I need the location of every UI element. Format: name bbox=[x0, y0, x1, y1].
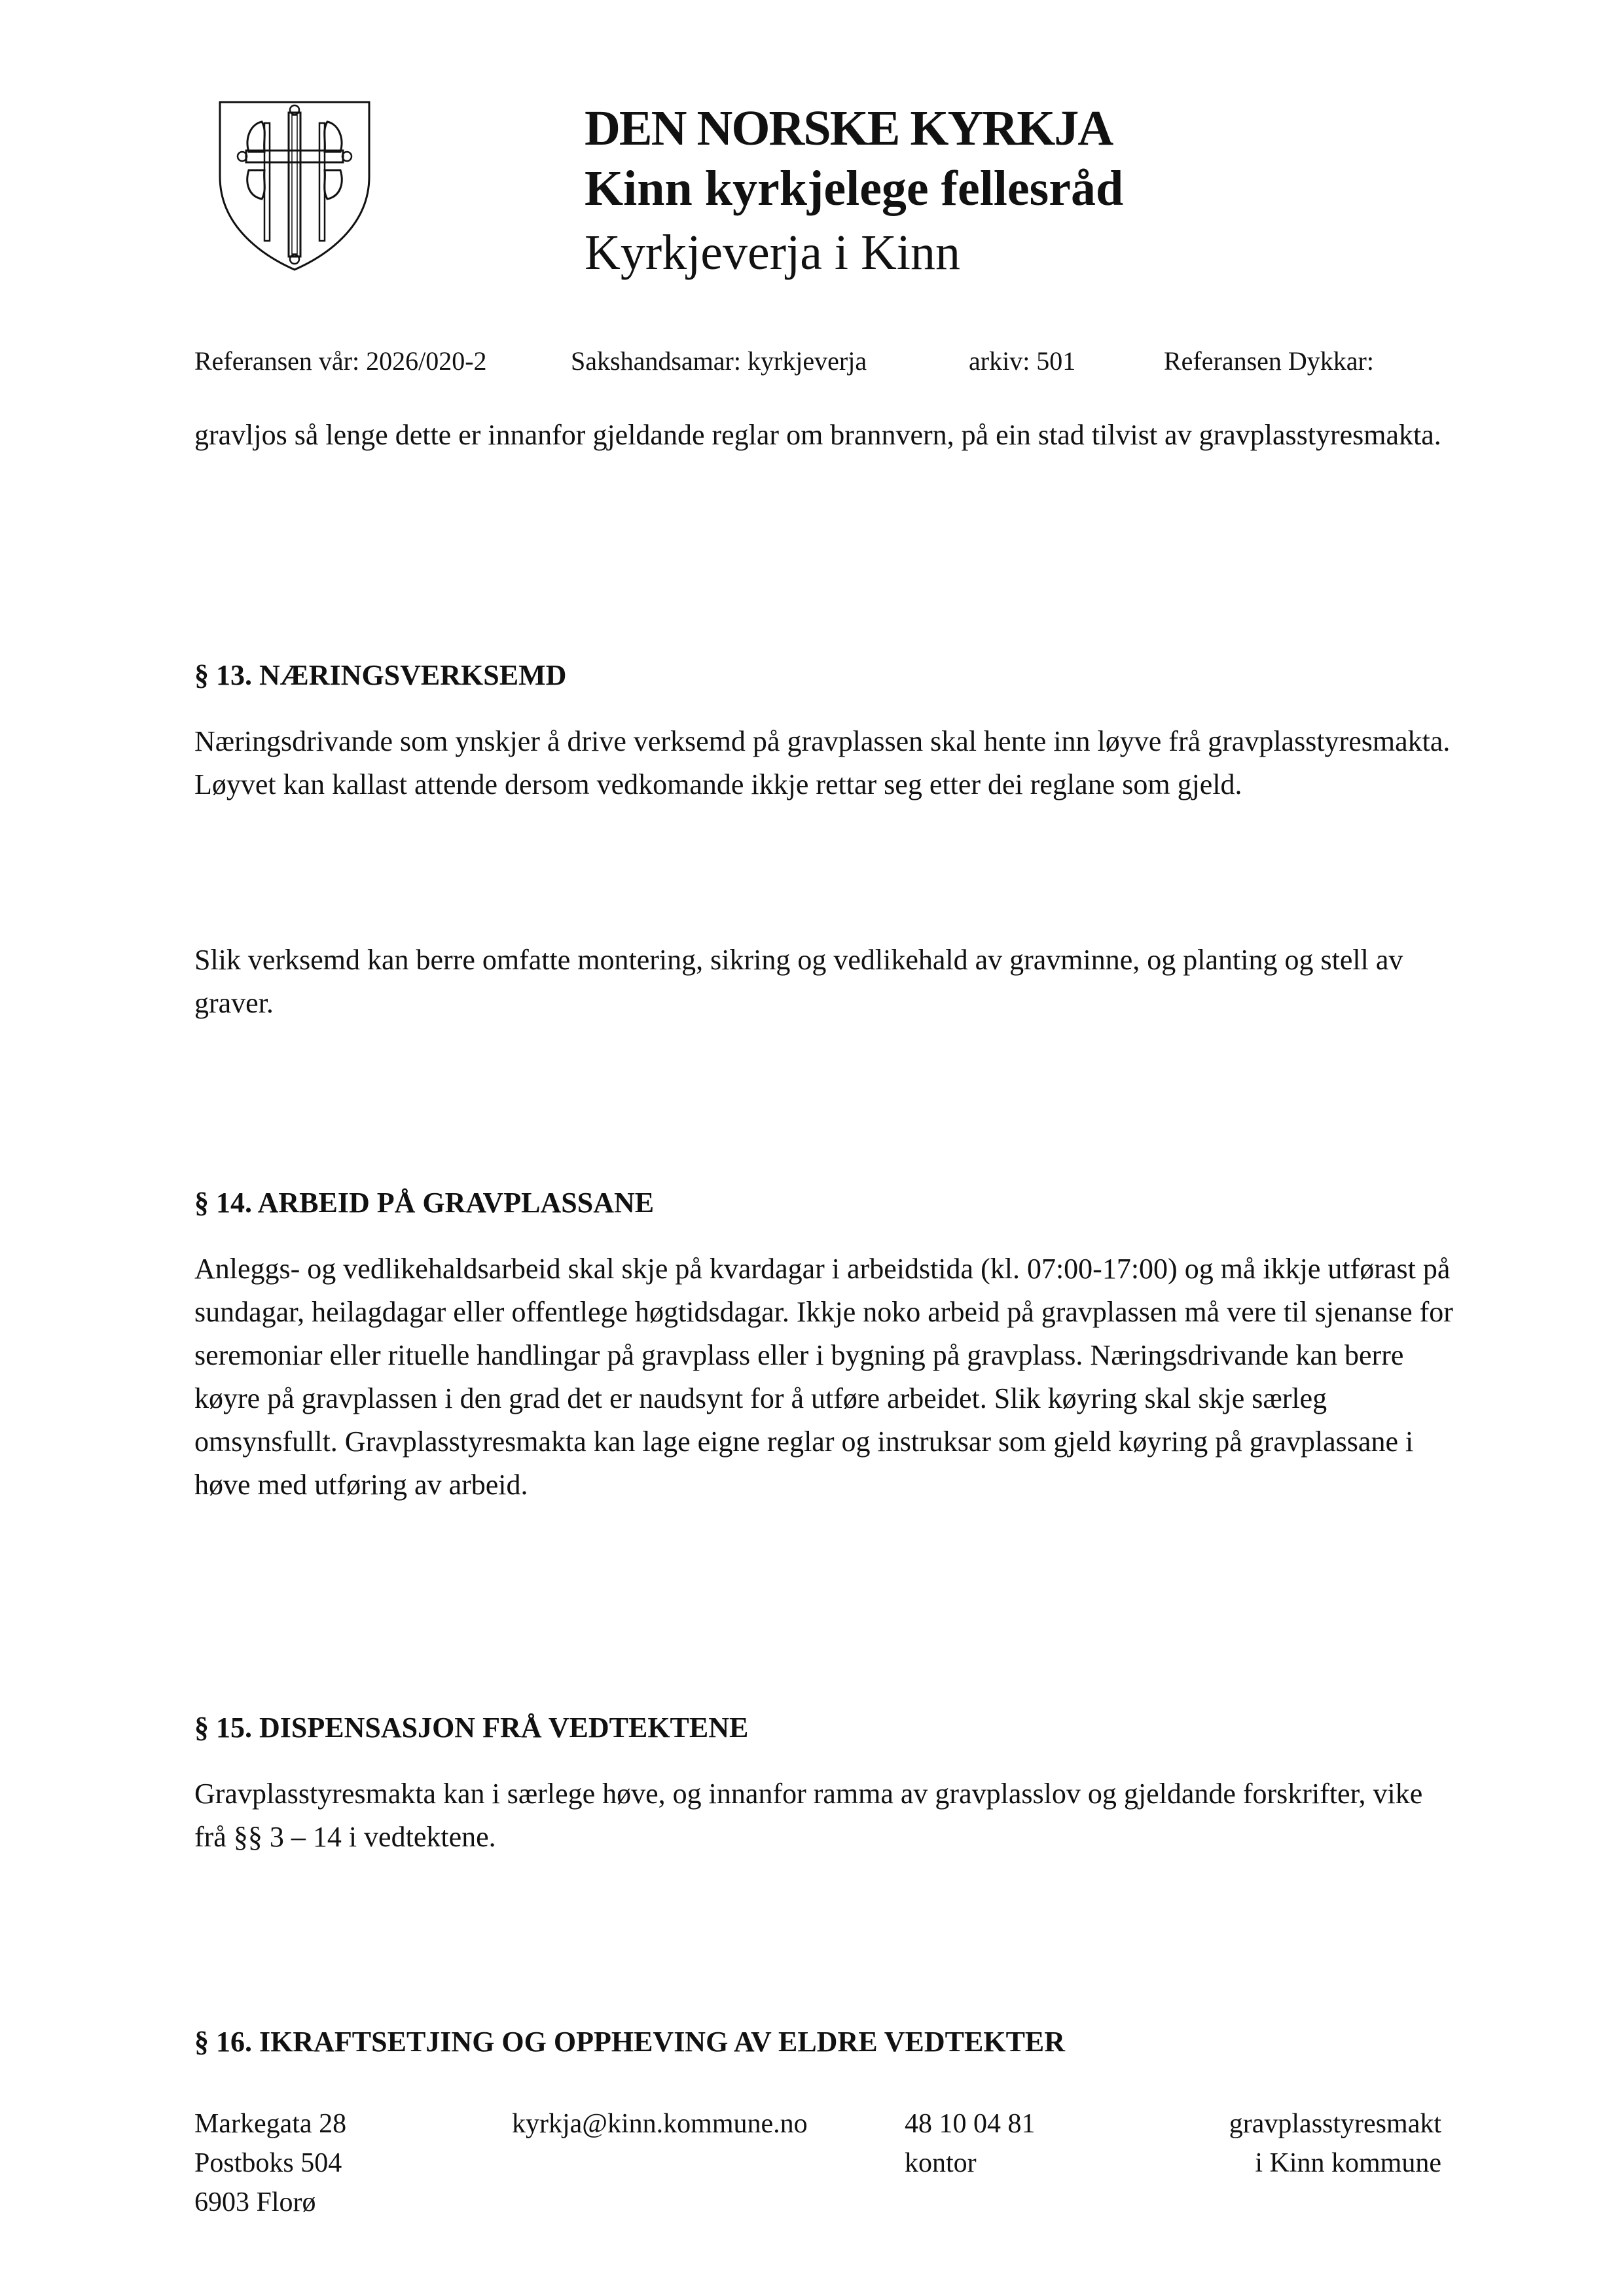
section-14-heading: § 14. ARBEID PÅ GRAVPLASSANE bbox=[194, 1187, 655, 1219]
footer-authority bbox=[1139, 2104, 1441, 2183]
footer-phone bbox=[905, 2104, 1036, 2183]
footer-phone-number: 48 10 04 81 bbox=[905, 2109, 1036, 2139]
section-13-heading: § 13. NÆRINGSVERKSEMD bbox=[194, 659, 567, 691]
organisation-header bbox=[585, 98, 1123, 287]
section-16-heading: § 16. IKRAFTSETJING OG OPPHEVING AV ELDRE VEDTEKTER bbox=[194, 2026, 1066, 2058]
case-handler: Sakshandsamar: kyrkjeverja bbox=[571, 346, 867, 376]
section-13-text-1: Næringsdrivande som ynskjer å drive verksemd på gravplassen skal hente inn løyve frå gravplasstyresmakta. Løyvet kan kallast attende dersom vedkomande ikkje rettar seg etter dei reglane som gjeld. bbox=[194, 725, 1451, 800]
office-name: Kyrkjeverja i Kinn bbox=[585, 225, 961, 280]
footer-phone-label: kontor bbox=[905, 2148, 977, 2178]
council-name: Kinn kyrkjelege fellesråd bbox=[585, 161, 1124, 216]
section-14-text: Anleggs- og vedlikehaldsarbeid skal skje på kvardagar i arbeidstida (kl. 07:00-17:00) og må ikkje utførast på sundagar, heilagdagar eller offentlege høgtidsdagar. Ikkje noko arbeid på gravplassen må vere til sjenanse for seremoniar eller rituelle handlingar på gravplass eller i bygning på gravplass. Næringsdrivande kan berre køyre på gravplassen i den grad det er naudsynt for å utføre arbeidet. Slik køyring skal skje særleg omsynsfullt. Gravplasstyresmakta kan lage eigne reglar og instruksar som gjeld køyring på gravplassane i høve med utføring av arbeid. bbox=[194, 1253, 1453, 1501]
section-15-paragraph bbox=[194, 1772, 1458, 1859]
reference-ours: Referansen vår: 2026/020-2 bbox=[194, 346, 487, 376]
footer-authority-line-1: gravplasstyresmakt bbox=[1229, 2109, 1441, 2139]
section-13-paragraph-1 bbox=[194, 720, 1458, 806]
section-14-paragraph bbox=[194, 1247, 1458, 1507]
church-coat-of-arms-icon bbox=[216, 98, 373, 275]
footer-email bbox=[512, 2104, 808, 2144]
footer-email-address: kyrkja@kinn.kommune.no bbox=[512, 2109, 808, 2139]
reference-yours: Referansen Dykkar: bbox=[1164, 346, 1374, 376]
org-name: DEN NORSKE KYRKJA bbox=[585, 101, 1113, 156]
continuation-text: gravljos så lenge dette er innanfor gjeldande reglar om brannvern, på ein stad tilvist av gravplasstyresmakta. bbox=[194, 419, 1441, 451]
section-15-text: Gravplasstyresmakta kan i særlege høve, og innanfor ramma av gravplasslov og gjeldande forskrifter, vike frå §§ 3 – 14 i vedtektene. bbox=[194, 1778, 1423, 1853]
footer-postbox: Postboks 504 bbox=[194, 2148, 342, 2178]
footer-address bbox=[194, 2104, 346, 2222]
footer-street: Markegata 28 bbox=[194, 2109, 347, 2139]
footer-authority-line-2: i Kinn kommune bbox=[1255, 2148, 1441, 2178]
continuation-paragraph bbox=[194, 414, 1458, 457]
archive-number: arkiv: 501 bbox=[969, 346, 1076, 376]
footer-postcode: 6903 Florø bbox=[194, 2187, 316, 2217]
section-13-text-2: Slik verksemd kan berre omfatte montering, sikring og vedlikehald av gravminne, og planting og stell av graver. bbox=[194, 944, 1403, 1019]
section-13-paragraph-2 bbox=[194, 939, 1458, 1025]
section-15-heading: § 15. DISPENSASJON FRÅ VEDTEKTENE bbox=[194, 1712, 749, 1744]
